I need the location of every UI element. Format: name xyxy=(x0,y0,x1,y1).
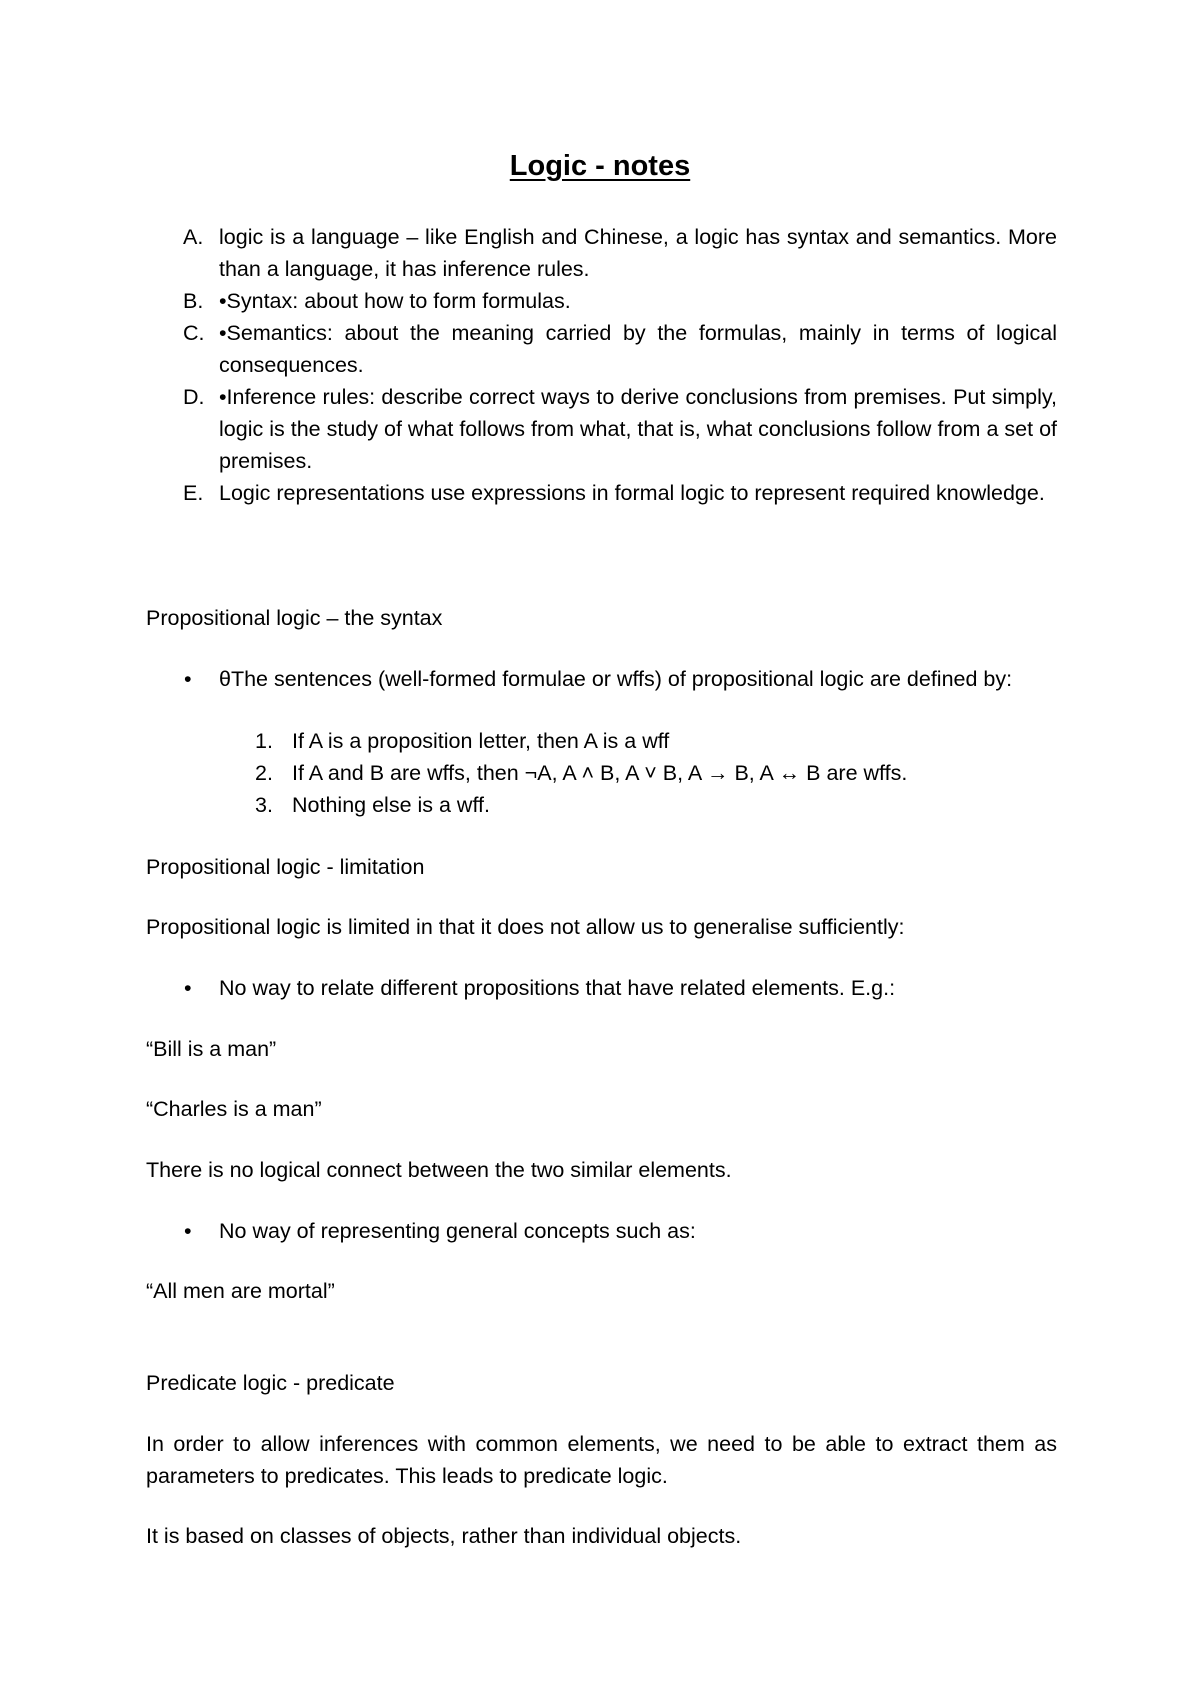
list-item-text: If A and B are wffs, then ¬A, A ˄ B, A ˅ B, A → B, A ↔ B are wffs. xyxy=(292,761,908,785)
paragraph: It is based on classes of objects, rather than individual objects. xyxy=(146,1524,742,1548)
list-item xyxy=(146,757,1057,789)
list-item xyxy=(146,221,1057,285)
list-item xyxy=(146,381,1057,477)
page-title: Logic - notes xyxy=(509,150,691,182)
list-item xyxy=(146,317,1057,381)
example-quote: “All men are mortal” xyxy=(146,1279,335,1303)
list-marker: A. xyxy=(183,225,204,249)
bullet-icon: • xyxy=(184,976,192,1000)
bullet-text: No way of representing general concepts such as: xyxy=(219,1219,696,1243)
example-quote: “Bill is a man” xyxy=(146,1037,277,1061)
list-marker: 2. xyxy=(255,761,273,785)
intro-list xyxy=(146,221,1057,509)
list-item-text: •Semantics: about the meaning carried by the formulas, mainly in terms of logical consequences. xyxy=(219,321,1057,377)
list-item-text: •Syntax: about how to form formulas. xyxy=(219,289,571,313)
list-item-text: Logic representations use expressions in formal logic to represent required knowledge. xyxy=(219,481,1045,505)
list-item xyxy=(146,725,1057,757)
list-item xyxy=(146,789,1057,821)
list-item-text: logic is a language – like English and Chinese, a logic has syntax and semantics. More than a language, it has inference rules. xyxy=(219,225,1057,281)
list-item-text: •Inference rules: describe correct ways to derive conclusions from premises. Put simply, logic is the study of what follows from what, that is, what conclusions follow from a set of premises. xyxy=(219,385,1057,473)
paragraph: Propositional logic is limited in that it does not allow us to generalise sufficiently: xyxy=(146,915,905,939)
list-item-text: If A is a proposition letter, then A is a wff xyxy=(292,729,670,753)
list-item xyxy=(146,477,1057,509)
limitation-bullet xyxy=(146,1215,1057,1247)
list-item xyxy=(146,285,1057,317)
section-heading-syntax: Propositional logic – the syntax xyxy=(146,606,443,630)
bullet-text: No way to relate different propositions that have related elements. E.g.: xyxy=(219,976,896,1000)
section-heading-predicate: Predicate logic - predicate xyxy=(146,1371,395,1395)
list-marker: E. xyxy=(183,481,204,505)
example-quote: “Charles is a man” xyxy=(146,1097,322,1121)
list-marker: C. xyxy=(183,321,205,345)
list-marker: D. xyxy=(183,385,205,409)
section-heading-limitation: Propositional logic - limitation xyxy=(146,855,425,879)
paragraph: There is no logical connect between the two similar elements. xyxy=(146,1158,732,1182)
bullet-icon: • xyxy=(184,667,192,691)
list-marker: 3. xyxy=(255,793,273,817)
limitation-bullet xyxy=(146,972,1057,1004)
syntax-rules-list xyxy=(146,725,1057,821)
list-marker: B. xyxy=(183,289,204,313)
list-marker: 1. xyxy=(255,729,273,753)
bullet-text: θThe sentences (well-formed formulae or wffs) of propositional logic are defined by: xyxy=(219,667,1013,691)
list-item-text: Nothing else is a wff. xyxy=(292,793,490,817)
syntax-bullet xyxy=(146,663,1057,695)
paragraph: In order to allow inferences with common elements, we need to be able to extract them as parameters to predicates. This leads to predicate logic. xyxy=(146,1432,1057,1488)
bullet-icon: • xyxy=(184,1219,192,1243)
